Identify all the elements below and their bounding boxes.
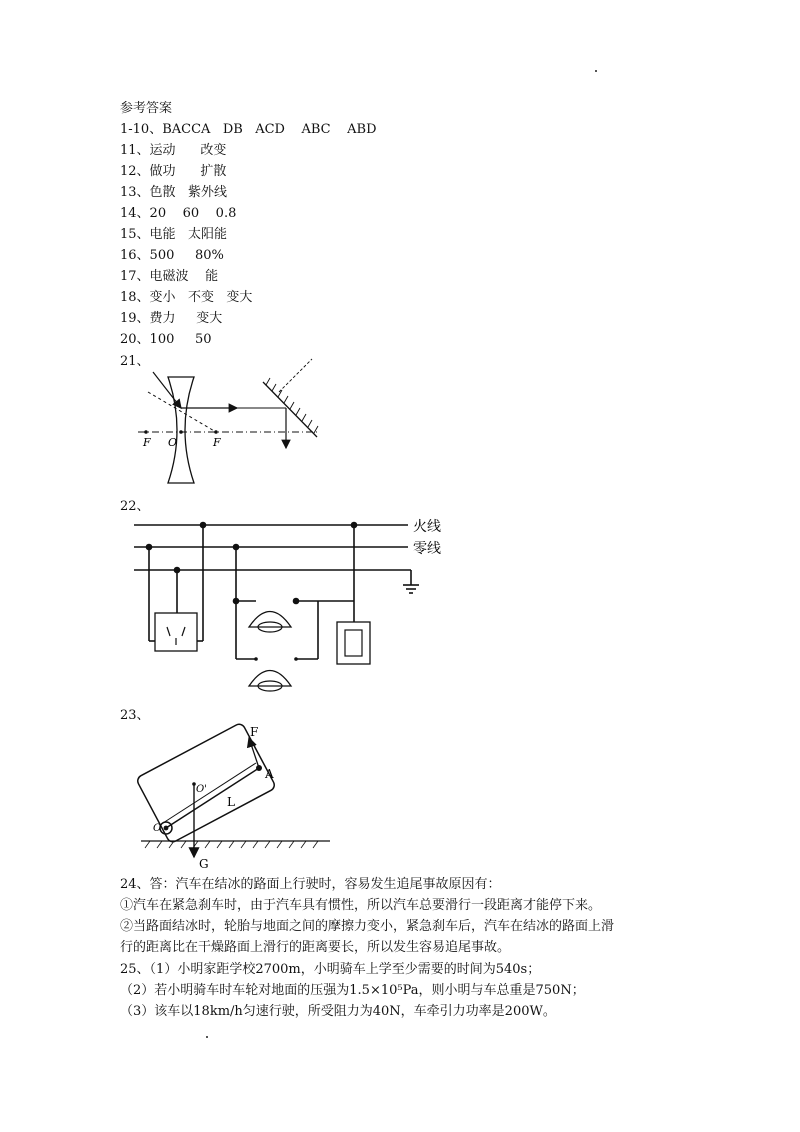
answer-line: 1-10、BACCA DB ACD ABC ABD: [120, 122, 377, 137]
lever-arm-edge: [163, 763, 256, 823]
arm-label: L: [227, 795, 235, 809]
neutral-wire-label: 零线: [413, 541, 441, 557]
center-label: O: [168, 436, 178, 449]
q24-point-2: ②当路面结冰时，轮胎与地面之间的摩擦力变小，紧急刹车后，汽车在结冰的路面上滑: [120, 919, 615, 934]
q25-part-2: （2）若小明骑车时车轮对地面的压强为1.5×10⁵Pa，则小明与车总重是750N；: [120, 983, 585, 998]
focus-label-right: F: [213, 436, 221, 449]
q22-label: 22、: [120, 499, 150, 514]
lever-arm: [166, 768, 259, 828]
pivot-label: O: [153, 823, 162, 834]
answer-line: 16、500 80%: [120, 248, 224, 263]
q21-label: 21、: [120, 354, 150, 369]
point-a-label: A: [265, 767, 274, 781]
gravity-label: G: [199, 857, 209, 871]
q25-part-1: 25、（1）小明家距学校2700m，小明骑车上学至少需要的时间为540s；: [120, 962, 541, 977]
answer-line: 11、运动 改变: [120, 143, 227, 158]
q24-point-1: ①汽车在紧急刹车时，由于汽车具有惯性，所以汽车总要滑行一段距离才能停下来。: [120, 898, 602, 913]
q24-intro: 24、答：汽车在结冰的路面上行驶时，容易发生追尾事故原因有：: [120, 877, 501, 892]
answer-line: 14、20 60 0.8: [120, 206, 237, 221]
center-label: O': [196, 784, 207, 795]
answer-line: 18、变小 不变 变大: [120, 290, 253, 305]
answer-line: 19、费力 变大: [120, 311, 223, 326]
q24-point-2-cont: 行的距离比在干燥路面上滑行的距离要长，所以发生容易追尾事故。: [120, 940, 511, 955]
force-label: F: [250, 725, 259, 739]
focus-label-left: F: [143, 436, 151, 449]
live-wire-label: 火线: [413, 519, 441, 535]
q23-label: 23、: [120, 708, 150, 723]
answer-line: 12、做功 扩散: [120, 164, 227, 179]
answer-line: 20、100 50: [120, 332, 212, 347]
q25-part-3: （3）该车以18km/h匀速行驶，所受阻力为40N，车牵引力功率是200W。: [120, 1004, 556, 1019]
answer-heading: 参考答案: [120, 101, 173, 116]
answer-line: 15、电能 太阳能: [120, 227, 227, 242]
answer-line: 13、色散 紫外线: [120, 185, 227, 200]
answer-line: 17、电磁波 能: [120, 269, 219, 284]
